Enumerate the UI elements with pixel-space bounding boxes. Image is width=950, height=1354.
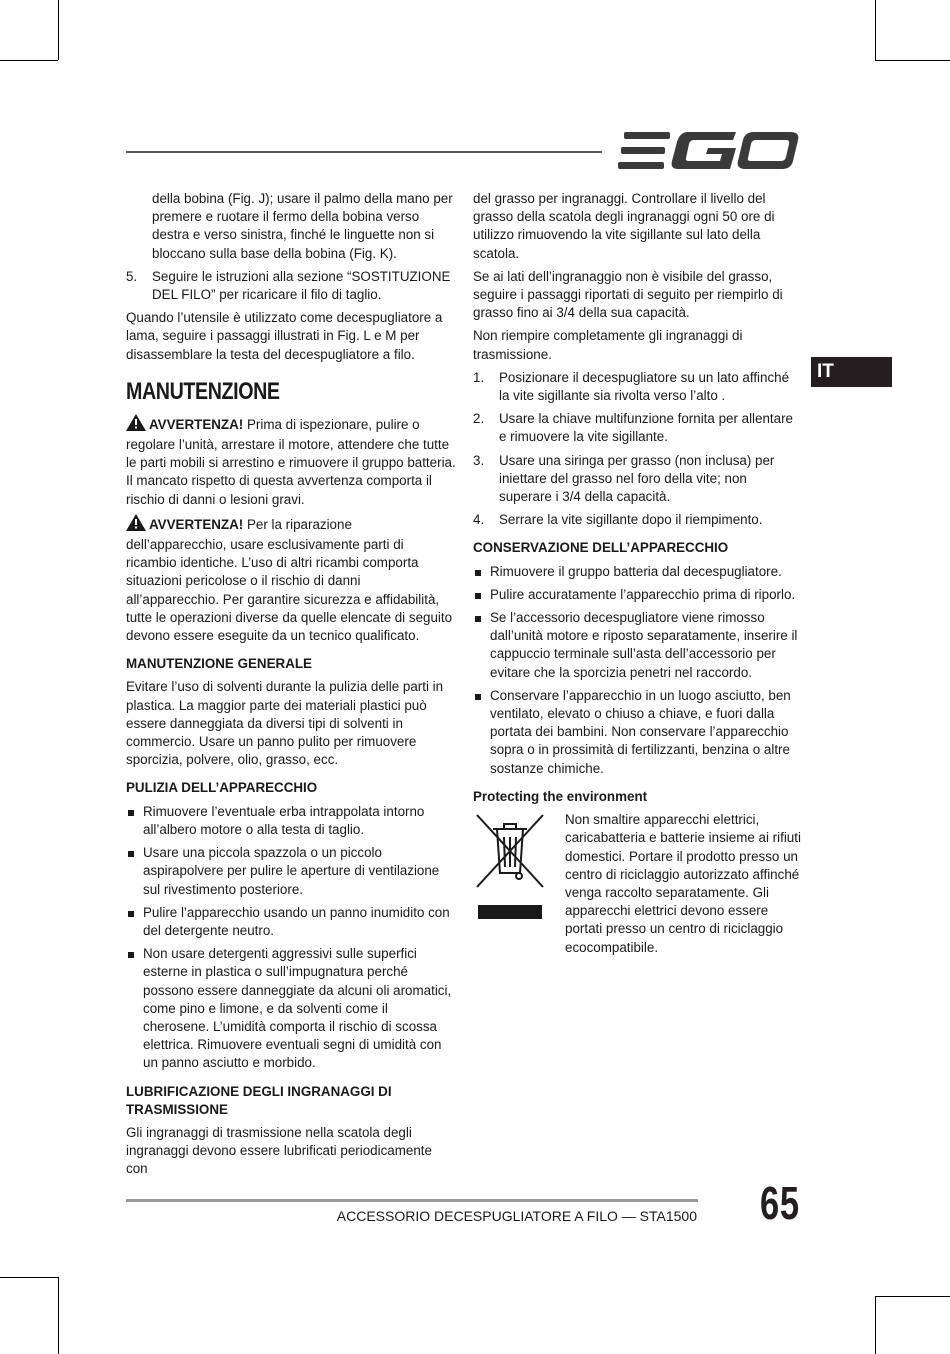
bullet-list xyxy=(126,803,456,1073)
list-item xyxy=(126,904,456,940)
crop-mark xyxy=(875,60,950,61)
bullet-icon xyxy=(475,570,481,576)
environment-block xyxy=(473,811,803,962)
paragraph: del grasso per ingranaggi. Controllare il livello del grasso della scatola degli ingranaggi ogni 50 ore di utilizzo rimuovendo la vite sigillante sul lato della scatola. xyxy=(473,191,775,261)
list-item xyxy=(473,687,803,778)
list-text: Usare una siringa per grasso (non inclusa) per iniettare del grasso nel foro della vite; non superare i 3/4 della capacità. xyxy=(499,452,775,505)
list-text: Seguire le istruzioni alla sezione “SOSTITUZIONE DEL FILO” per ricaricare il filo di taglio. xyxy=(152,268,451,303)
paragraph: Gli ingranaggi di trasmissione nella scatola degli ingranaggi devono essere lubrificati periodicamente con xyxy=(126,1124,432,1177)
paragraph: Se ai lati dell’ingranaggio non è visibile del grasso, seguire i passaggi riportati di seguito per riempirlo di grasso fino ai 3/4 della sua capacità. xyxy=(473,268,783,321)
list-item xyxy=(126,945,456,1072)
list-item xyxy=(473,410,803,446)
list-item xyxy=(473,452,803,507)
bullet-icon xyxy=(128,911,134,917)
header-rule xyxy=(126,151,602,153)
list-text: Rimuovere il gruppo batteria dal decespugliatore. xyxy=(490,563,782,579)
bullet-icon xyxy=(475,616,481,622)
list-item xyxy=(473,369,803,405)
list-text: Serrare la vite sigillante dopo il riempimento. xyxy=(499,512,763,528)
paragraph: Non riempire completamente gli ingranaggi di trasmissione. xyxy=(473,328,743,362)
subsection-title: PULIZIA DELL’APPARECCHIO xyxy=(126,780,318,796)
crop-mark xyxy=(58,1277,59,1354)
footer-title: ACCESSORIO DECESPUGLIATORE A FILO — STA1500 xyxy=(336,1208,697,1224)
subsection-title: CONSERVAZIONE DELL’APPARECCHIO xyxy=(473,540,729,556)
list-text: Rimuovere l’eventuale erba intrappolata intorno all’albero motore o alla testa di taglio. xyxy=(143,803,425,837)
brand-logo xyxy=(618,130,800,172)
warning-label: AVVERTENZA! xyxy=(149,416,244,432)
list-text: Non usare detergenti aggressivi sulle superfici esterne in plastica o sull’impugnatura perché possono essere danneggiate da alcuni oli aromatici, come pino e limone, e da solventi come il cherosene. L’umidità comporta il rischio di scossa elettrica. Rimuovere eventuali segni di umidità con un panno asciutto e morbido. xyxy=(143,946,452,1071)
subsection-title: LUBRIFICAZIONE DEGLI INGRANAGGI DI TRASMISSIONE xyxy=(126,1083,392,1117)
right-column xyxy=(473,190,803,962)
subsection-title: Protecting the environment xyxy=(473,788,648,804)
warning-paragraph xyxy=(126,414,456,509)
paragraph: Evitare l’uso di solventi durante la pulizia delle parti in plastica. La maggior parte dei materiali plastici può essere danneggiata da diversi tipi di solventi in commercio. Usare un panno pulito per rimuovere sporcizia, polvere, olio, grasso, ecc. xyxy=(126,679,444,768)
list-text: Usare una piccola spazzola o un piccolo aspirapolvere per pulire le aperture di ventilazione sul rivestimento posteriore. xyxy=(143,845,440,897)
list-text: Posizionare il decespugliatore su un lato affinché la vite sigillante sia rivolta verso l’alto . xyxy=(499,369,790,404)
list-item xyxy=(473,609,803,682)
warning-icon xyxy=(126,414,146,436)
warning-text: Per la riparazione dell’apparecchio, usare esclusivamente parti di ricambio identiche. L’uso di altri ricambi comporta situazioni pericolose o il rischio di danni all’apparecchio. Per garantire sicurezza e affidabilità, tutte le operazioni diverse da quelle elencate di seguito devono essere eseguite da un tecnico qualificato. xyxy=(126,516,453,644)
crop-mark xyxy=(0,60,58,61)
paragraph: della bobina (Fig. J); usare il palmo della mano per premere e ruotare il fermo della bobina verso destra e verso sinistra, finché le linguette non si bloccano sulla base della bobina (Fig. K). xyxy=(152,191,453,261)
warning-text: Prima di ispezionare, pulire o regolare l’unità, arrestare il motore, attendere che tutte le parti mobili si arrestino e rimuovere il gruppo batteria. Il mancato rispetto di questa avvertenza comporta il rischio di danni o lesioni gravi. xyxy=(126,416,456,507)
language-tab: IT xyxy=(811,357,892,387)
bullet-icon xyxy=(128,952,134,958)
bullet-icon xyxy=(128,810,134,816)
crop-mark xyxy=(875,1296,950,1297)
crop-mark xyxy=(875,0,876,60)
list-number: 2. xyxy=(473,411,485,427)
list-number: 4. xyxy=(473,512,485,528)
crop-mark xyxy=(58,0,59,60)
list-text: Conservare l’apparecchio in un luogo asciutto, ben ventilato, elevato o chiuso a chiave, e fuori dalla portata dei bambini. Non conservare l’apparecchio sopra o in prossimità di fertilizzanti, benzina o altre sostanze chimiche. xyxy=(490,687,791,776)
left-column xyxy=(126,190,456,1184)
numbered-list xyxy=(126,268,456,304)
bullet-list xyxy=(473,563,803,778)
paragraph: Quando l’utensile è utilizzato come decespugliatore a lama, seguire i passaggi illustrati in Fig. L e M per disassemblare la testa del decespugliatore a filo. xyxy=(126,310,443,362)
list-text: Pulire accuratamente l’apparecchio prima di riporlo. xyxy=(490,586,796,602)
bullet-icon xyxy=(128,851,134,857)
crop-mark xyxy=(875,1296,876,1354)
list-text: Usare la chiave multifunzione fornita per allentare e rimuovere la vite sigillante. xyxy=(499,411,794,445)
numbered-list xyxy=(473,369,803,530)
list-item xyxy=(473,563,803,581)
list-number: 5. xyxy=(126,268,138,284)
page-number: 65 xyxy=(760,1177,800,1229)
list-item xyxy=(126,803,456,839)
list-item xyxy=(126,844,456,899)
list-number: 3. xyxy=(473,452,485,468)
list-number: 1. xyxy=(473,369,485,385)
warning-icon xyxy=(126,514,146,536)
weee-bin-icon xyxy=(473,811,547,962)
warning-paragraph xyxy=(126,514,456,645)
section-title: MANUTENZIONE xyxy=(126,377,280,405)
warning-label: AVVERTENZA! xyxy=(149,516,244,532)
list-item xyxy=(126,268,456,304)
list-item xyxy=(473,586,803,604)
subsection-title: MANUTENZIONE GENERALE xyxy=(126,656,312,672)
list-text: Se l’accessorio decespugliatore viene rimosso dall’unità motore e riposto separatamente, inserire il cappuccio terminale sull’asta dell’accessorio per evitare che la sporcizia penetri nel raccordo. xyxy=(490,610,798,680)
list-item xyxy=(473,511,803,529)
list-text: Pulire l’apparecchio usando un panno inumidito con del detergente neutro. xyxy=(143,904,450,938)
bullet-icon xyxy=(475,694,481,700)
crop-mark xyxy=(0,1277,58,1278)
paragraph: Non smaltire apparecchi elettrici, caricabatteria e batterie insieme ai rifiuti domestici. Portare il prodotto presso un centro di riciclaggio autorizzato affinché venga raccolto separatamente. Gli apparecchi elettrici devono essere portati presso un centro di riciclaggio ecocompatibile. xyxy=(565,812,801,955)
bullet-icon xyxy=(475,593,481,599)
footer-rule xyxy=(126,1199,698,1202)
